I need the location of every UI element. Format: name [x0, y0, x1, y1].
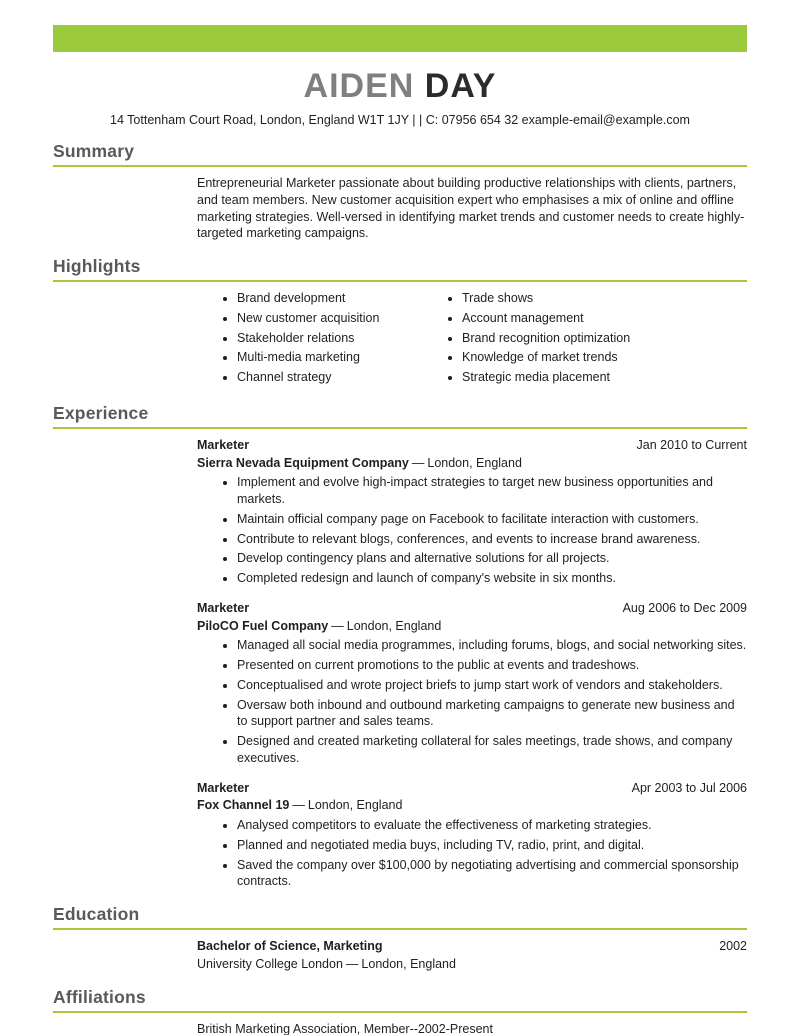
- highlights-column-1: [197, 290, 422, 389]
- affiliations-title: Affiliations: [53, 986, 146, 1007]
- job-location: London, England: [307, 798, 403, 813]
- highlight-item: • Brand development: [237, 290, 422, 307]
- summary-title: Summary: [53, 141, 135, 161]
- dash-separator: —: [345, 956, 359, 971]
- highlight-item: • Strategic media placement: [462, 369, 630, 386]
- highlight-item: • Multi-media marketing: [237, 349, 422, 366]
- highlight-item: • Channel strategy: [237, 369, 422, 386]
- job-bullet: • Planned and negotiated media buys, including TV, radio, print, and digital.: [237, 837, 747, 854]
- first-name: AIDEN: [303, 67, 415, 105]
- job-bullet-list: [197, 637, 747, 766]
- highlights-title: Highlights: [53, 256, 141, 276]
- job-location: London, England: [427, 455, 522, 470]
- job-company: Sierra Nevada Equipment Company: [197, 455, 409, 470]
- section-education: [53, 904, 747, 973]
- job-company: PiloCO Fuel Company: [197, 618, 329, 633]
- job-bullet: • Completed redesign and launch of company's website in six months.: [237, 570, 747, 587]
- job-dates: Aug 2006 to Dec 2009: [622, 600, 747, 615]
- dash-separator: —: [331, 618, 344, 633]
- job-entry: [197, 437, 747, 587]
- job-title: Marketer: [197, 600, 250, 615]
- job-dates: Jan 2010 to Current: [636, 437, 747, 452]
- job-bullet: • Analysed competitors to evaluate the effectiveness of marketing strategies.: [237, 817, 747, 834]
- job-bullet: • Saved the company over $100,000 by negotiating advertising and commercial sponsorship contracts.: [237, 857, 747, 891]
- highlight-item: • Brand recognition optimization: [462, 330, 630, 347]
- job-bullet: • Maintain official company page on Facebook to facilitate interaction with customers.: [237, 511, 747, 528]
- education-title: Education: [53, 904, 140, 924]
- experience-title: Experience: [53, 402, 149, 423]
- accent-bar: [53, 25, 747, 52]
- job-title: Marketer: [197, 780, 250, 795]
- job-bullet: • Designed and created marketing collateral for sales meetings, trade shows, and company executives.: [237, 733, 747, 767]
- job-company: Fox Channel 19: [197, 798, 290, 813]
- job-bullet: • Presented on current promotions to the public at events and tradeshows.: [237, 657, 747, 674]
- section-affiliations: [53, 987, 747, 1035]
- summary-text: Entrepreneurial Marketer passionate about building productive relationships with clients, partners, and team members. New customer acquisition expert who emphasises a mix of online and offline marketing strategies. Well-versed in identifying market trends and customer needs to create highly-targeted marketing campaigns.: [197, 176, 745, 241]
- affiliation-text: British Marketing Association, Member--2002-Present: [197, 1021, 493, 1035]
- job-location: London, England: [346, 618, 442, 633]
- highlight-item: • Stakeholder relations: [237, 330, 422, 347]
- highlight-item: • Knowledge of market trends: [462, 349, 630, 366]
- job-bullet-list: [197, 474, 747, 587]
- highlight-item: • New customer acquisition: [237, 310, 422, 327]
- section-summary: [53, 141, 747, 242]
- highlights-column-2: [422, 290, 630, 389]
- last-name: DAY: [424, 67, 497, 105]
- job-bullet: • Conceptualised and wrote project briefs to jump start work of vendors and stakeholders.: [237, 677, 747, 694]
- job-bullet: • Implement and evolve high-impact strategies to target new business opportunities and markets.: [237, 474, 747, 508]
- job-bullet-list: [197, 817, 747, 890]
- graduation-year: 2002: [719, 939, 747, 953]
- job-bullet: • Contribute to relevant blogs, conferences, and events to increase brand awareness.: [237, 531, 747, 548]
- job-bullet: • Managed all social media programmes, including forums, blogs, and social networking sites.: [237, 637, 747, 654]
- school: University College London: [197, 956, 343, 971]
- job-entry: [197, 600, 747, 767]
- contact-line: 14 Tottenham Court Road, London, England W1T 1JY | | C: 07956 654 32 example-email@example.com: [110, 113, 690, 127]
- dash-separator: —: [411, 455, 425, 470]
- job-bullet: • Develop contingency plans and alternative solutions for all projects.: [237, 550, 747, 567]
- section-experience: [53, 403, 747, 890]
- job-entry: [197, 780, 747, 891]
- name-heading: [53, 69, 747, 103]
- job-bullet: • Oversaw both inbound and outbound marketing campaigns to generate new business and to support partner and sales teams.: [237, 697, 747, 731]
- dash-separator: —: [292, 798, 305, 813]
- section-highlights: [53, 256, 747, 389]
- school-location: London, England: [361, 956, 456, 971]
- job-title: Marketer: [197, 437, 250, 452]
- highlight-item: • Account management: [462, 310, 630, 327]
- highlight-item: • Trade shows: [462, 290, 630, 307]
- job-dates: Apr 2003 to Jul 2006: [631, 780, 747, 795]
- degree: Bachelor of Science, Marketing: [197, 939, 383, 953]
